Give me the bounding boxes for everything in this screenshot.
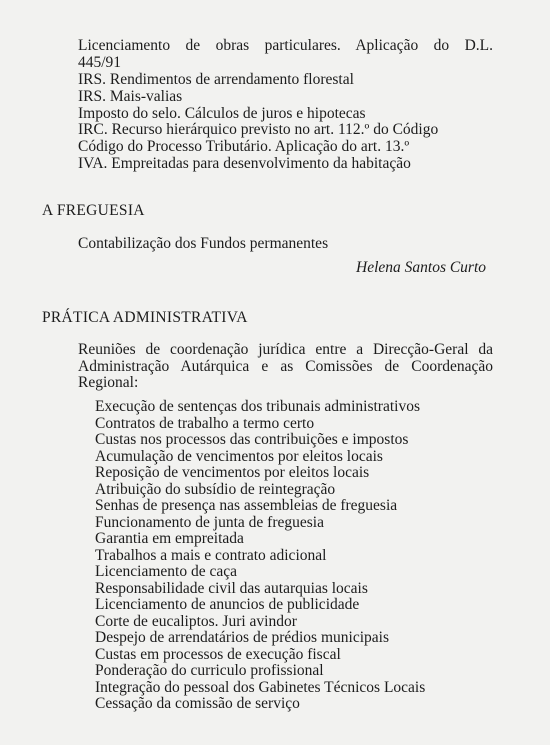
list-item: Custas em processos de execução fiscal <box>95 646 341 663</box>
list-item: Licenciamento de anuncios de publicidade <box>95 596 360 613</box>
section-heading: PRÁTICA ADMINISTRATIVA <box>42 309 248 326</box>
section-heading: A FREGUESIA <box>42 202 145 219</box>
list-item: Senhas de presença nas assembleias de freguesia <box>95 497 398 514</box>
list-item: IRC. Recurso hierárquico previsto no art. 112.º do Código <box>78 121 439 138</box>
intro-line: Reuniões de coordenação jurídica entre a Direcção-Geral da <box>78 341 493 358</box>
list-item: Despejo de arrendatários de prédios municipais <box>95 629 389 646</box>
list-item: Integração do pessoal dos Gabinetes Técnicos Locais <box>95 679 426 696</box>
author-name: Helena Santos Curto <box>356 259 487 276</box>
list-item: Licenciamento de caça <box>95 563 237 580</box>
list-item: Responsabilidade civil das autarquias locais <box>95 580 368 597</box>
list-item: 445/91 <box>78 54 122 71</box>
list-item: Cessação da comissão de serviço <box>95 695 300 712</box>
list-item: Trabalhos a mais e contrato adicional <box>95 547 327 564</box>
list-item: IRS. Mais-valias <box>78 88 183 105</box>
list-item: Execução de sentenças dos tribunais administrativos <box>95 398 420 415</box>
list-item: Atribuição do subsídio de reintegração <box>95 481 336 498</box>
list-item: Reposição de vencimentos por eleitos locais <box>95 464 370 481</box>
list-item: Contabilização dos Fundos permanentes <box>78 235 329 252</box>
intro-line: Administração Autárquica e as Comissões de Coordenação <box>78 358 493 375</box>
list-item: Contratos de trabalho a termo certo <box>95 415 315 432</box>
list-item: Garantia em empreitada <box>95 530 244 547</box>
list-item: Ponderação do curriculo profissional <box>95 662 324 679</box>
list-item: Imposto do selo. Cálculos de juros e hipotecas <box>78 105 366 122</box>
list-item: Acumulação de vencimentos por eleitos locais <box>95 448 383 465</box>
list-item: IVA. Empreitadas para desenvolvimento da habitação <box>78 155 411 172</box>
list-item: Funcionamento de junta de freguesia <box>95 514 324 531</box>
list-item: Custas nos processos das contribuições e impostos <box>95 431 409 448</box>
list-item: Corte de eucaliptos. Juri avindor <box>95 613 297 630</box>
intro-line: Regional: <box>78 374 139 391</box>
list-item: IRS. Rendimentos de arrendamento florestal <box>78 71 354 88</box>
list-item: Licenciamento de obras particulares. Aplicação do D.L. <box>78 37 493 54</box>
list-item: Código do Processo Tributário. Aplicação do art. 13.º <box>78 138 410 155</box>
